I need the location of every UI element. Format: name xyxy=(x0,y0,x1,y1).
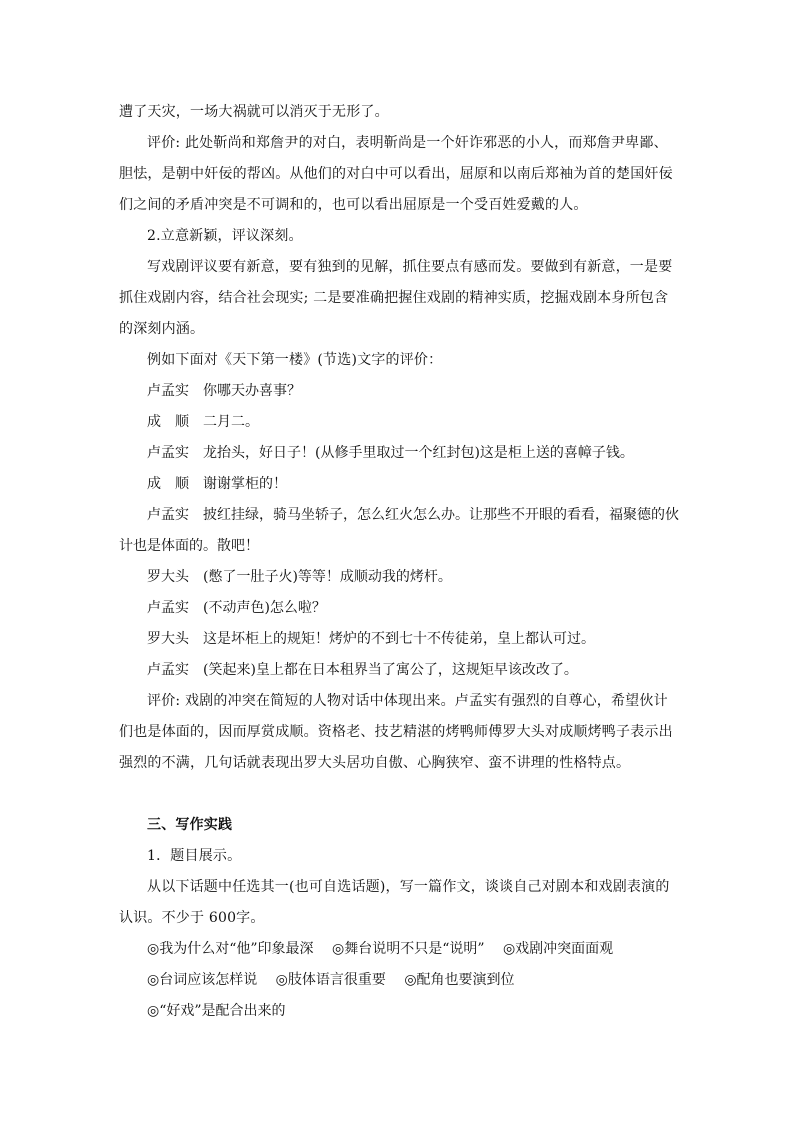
speech-text: 计也是体面的。散吧！ xyxy=(119,538,259,554)
topic-option: ◎肢体语言很重要 xyxy=(275,972,386,988)
speech-text: 这是坏柜上的规矩！烤炉的不到七十不传徒弟，皇上都认可过。 xyxy=(203,631,595,647)
dialogue-line xyxy=(147,593,326,624)
topic-options-row xyxy=(147,934,627,965)
speech-text: (不动声色)怎么啦？ xyxy=(203,600,326,616)
speaker-name: 卢孟实 xyxy=(147,445,189,461)
dialogue-line xyxy=(147,438,634,469)
paragraph-continuation: 遭了天灾，一场大祸就可以消灭于无形了。 xyxy=(119,104,389,120)
topic-options-row xyxy=(147,965,529,996)
topic-option: ◎台词应该怎样说 xyxy=(147,972,258,988)
speaker-name: 卢孟实 xyxy=(147,662,189,678)
topic-option: ◎舞台说明不只是“说明” xyxy=(331,941,485,957)
section-heading-2: 2.立意新颖，评议深刻。 xyxy=(147,228,303,244)
speaker-name: 罗大头 xyxy=(147,631,189,647)
comment-paragraph-1: 评价: 此处靳尚和郑詹尹的对白，表明靳尚是一个奸诈邪恶的小人，而郑詹尹卑鄙、胆怯，是朝中奸佞的帮凶。从他们的对白中可以看出，屈原和以南后郑袖为首的楚国奸佞们之间的矛盾冲突是不可调和的，也可以看出屈原是一个受百姓爱戴的人。 xyxy=(119,135,673,213)
example-intro: 例如下面对《天下第一楼》(节选)文字的评价： xyxy=(147,352,443,368)
topic-option: ◎戏剧冲突面面观 xyxy=(502,941,614,957)
speaker-name: 成 顺 xyxy=(147,414,189,430)
section-heading-3: 三、写作实践 xyxy=(147,817,233,833)
speaker-name: 罗大头 xyxy=(147,569,189,585)
speech-text: 披红挂绿，骑马坐轿子，怎么红火怎么办。让那些不开眼的看看，福聚德的伙 xyxy=(203,507,679,523)
dialogue-line xyxy=(147,655,578,686)
dialogue-line xyxy=(147,500,679,531)
speech-text: (憋了一肚子火)等等！成顺动我的烤杆。 xyxy=(203,569,452,585)
speaker-name: 成 顺 xyxy=(147,476,189,492)
dialogue-line-continuation xyxy=(119,531,259,562)
dialogue-line xyxy=(147,407,259,438)
paragraph-2: 写戏剧评议要有新意，要有独到的见解，抓住要点有感而发。要做到有新意，一是要抓住戏剧内容，结合社会现实; 二是要准确把握住戏剧的精神实质，挖掘戏剧本身所包含的深刻内涵。 xyxy=(119,259,673,337)
item-heading-1: 1．题目展示。 xyxy=(147,848,242,864)
paragraph-3: 从以下话题中任选其一(也可自选话题)，写一篇作文，谈谈自己对剧本和戏剧表演的认识。不少于 600字。 xyxy=(119,879,670,926)
comment-paragraph-2: 评价: 戏剧的冲突在简短的人物对话中体现出来。卢孟实有强烈的自尊心，希望伙计们也是体面的，因而厚赏成顺。资格老、技艺精湛的烤鸭师傅罗大头对成顺烤鸭子表示出强烈的不满，几句话就表现出罗大头居功自傲、心胸狭窄、蛮不讲理的性格特点。 xyxy=(119,693,673,771)
speech-text: 谢谢掌柜的！ xyxy=(203,476,287,492)
speaker-name: 卢孟实 xyxy=(147,507,189,523)
speech-text: (笑起来)皇上都在日本租界当了寓公了，这规矩早该改改了。 xyxy=(203,662,578,678)
topic-option: ◎我为什么对“他”印象最深 xyxy=(147,941,314,957)
speaker-name: 卢孟实 xyxy=(147,383,189,399)
topic-options-row xyxy=(147,996,300,1027)
dialogue-line xyxy=(147,469,287,500)
speaker-name: 卢孟实 xyxy=(147,600,189,616)
speech-text: 你哪天办喜事？ xyxy=(203,383,301,399)
speech-text: 龙抬头，好日子！(从修手里取过一个红封包)这是柜上送的喜幛子钱。 xyxy=(203,445,634,461)
dialogue-line xyxy=(147,624,595,655)
topic-option: ◎配角也要演到位 xyxy=(404,972,515,988)
dialogue-line xyxy=(147,562,452,593)
speech-text: 二月二。 xyxy=(203,414,259,430)
topic-option: ◎“好戏”是配合出来的 xyxy=(147,1003,286,1019)
dialogue-line xyxy=(147,376,301,407)
